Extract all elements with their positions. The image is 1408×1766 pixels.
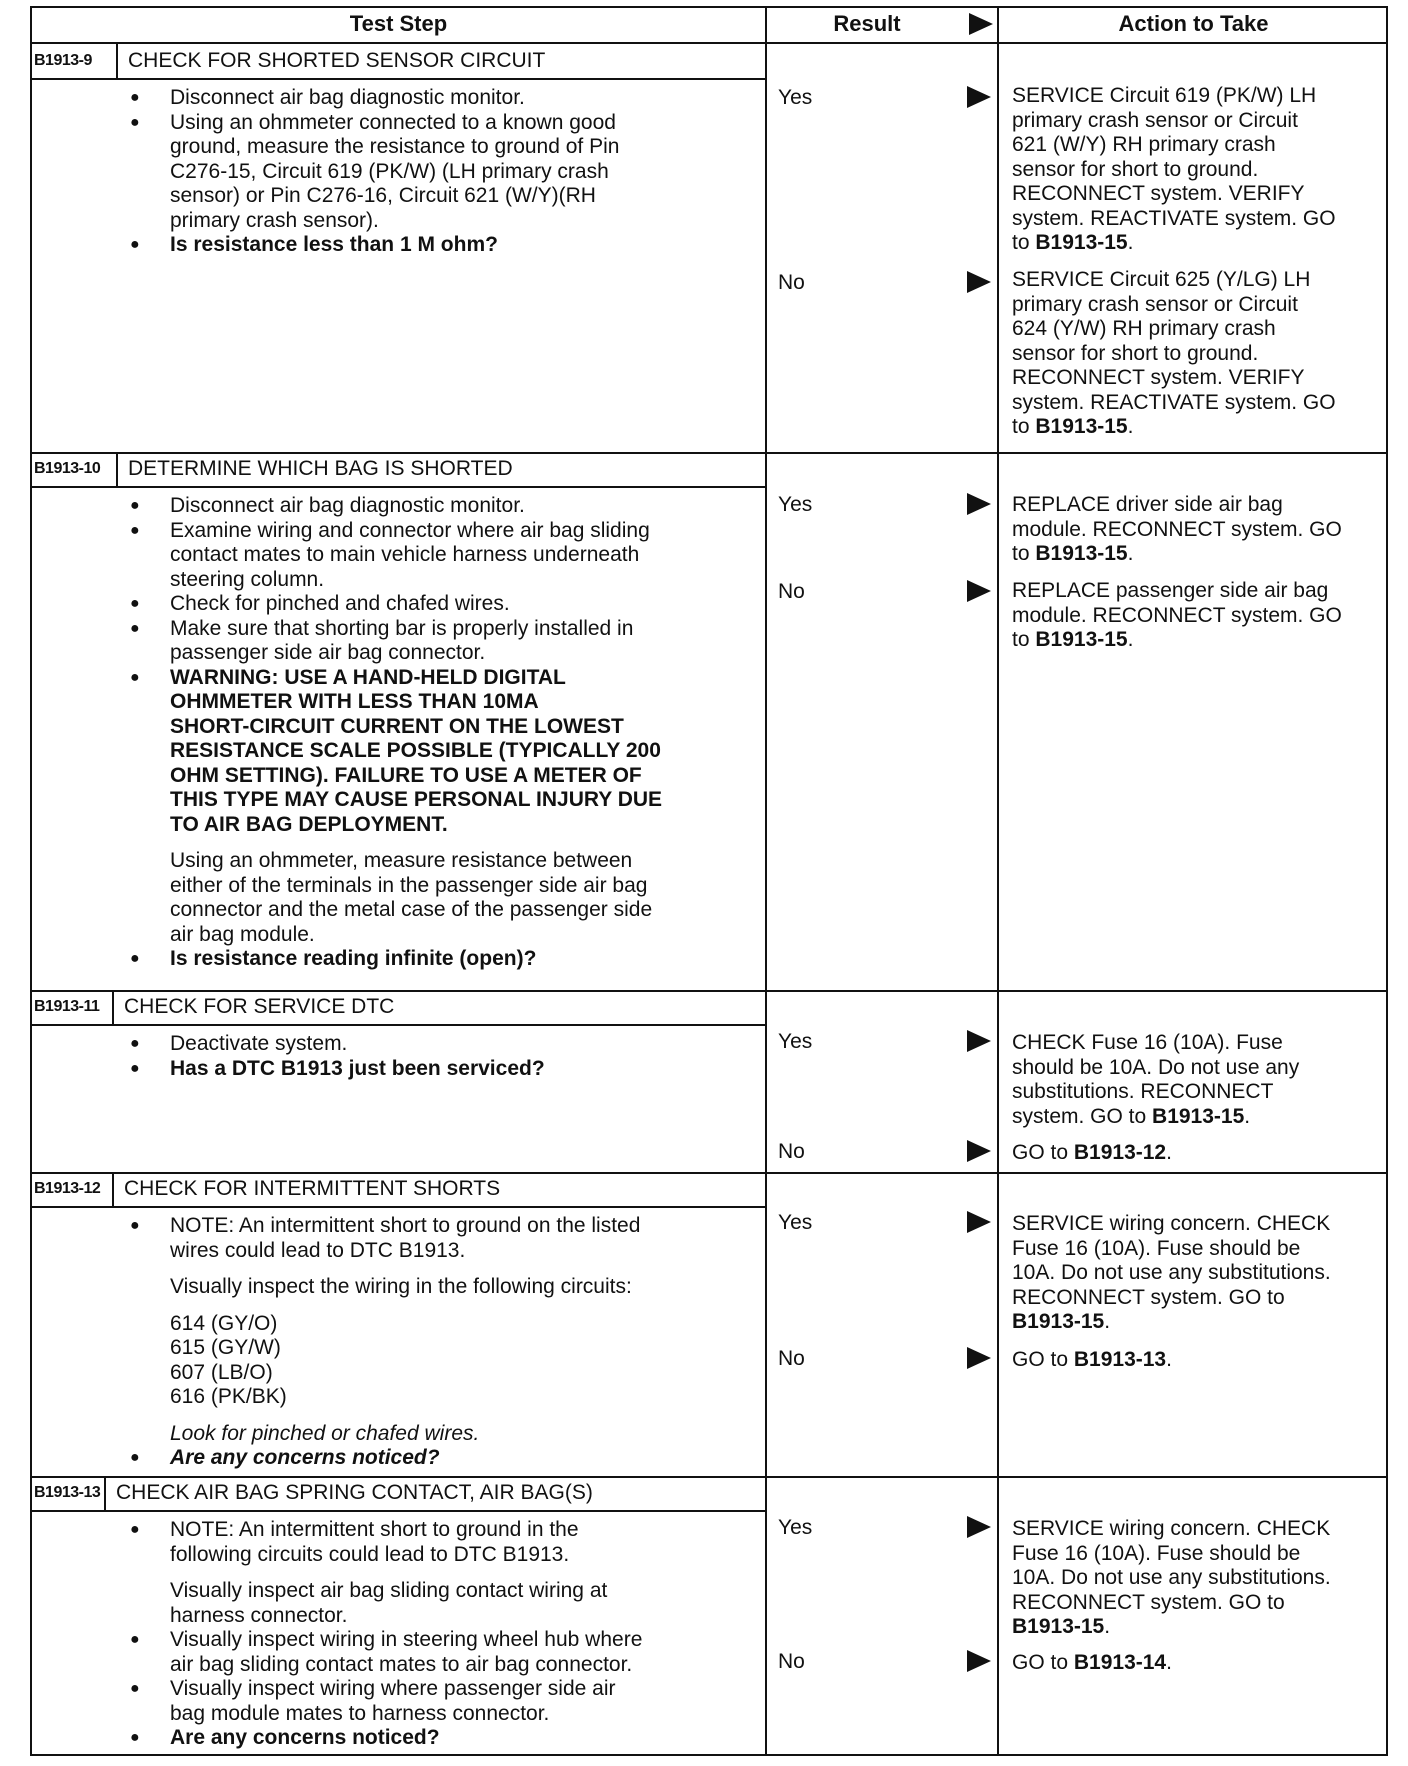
action-line: to B1913-15. [1012, 231, 1134, 254]
step-code: B1913-13 [34, 1484, 101, 1501]
step-text: Using an ohmmeter, measure resistance between [170, 849, 633, 872]
step-text: connector and the metal case of the passenger side [170, 898, 653, 921]
spacer [130, 837, 760, 849]
step-reference: B1913-15 [1012, 1310, 1105, 1333]
step-title: DETERMINE WHICH BAG IS SHORTED [128, 457, 513, 480]
result-yes: Yes [778, 493, 813, 516]
step-instructions [130, 1032, 760, 1081]
step-text: OHMMETER WITH LESS THAN 10MA [170, 690, 539, 713]
action-line: 621 (W/Y) RH primary crash [1012, 133, 1276, 156]
step-reference: B1913-13 [1073, 1348, 1167, 1371]
result-yes: Yes [778, 86, 813, 109]
step-text: 607 (LB/O) [170, 1360, 273, 1384]
step-text: TO AIR BAG DEPLOYMENT. [170, 812, 448, 836]
action-text [1012, 493, 1382, 567]
bullet-item: ● NOTE: An intermittent short to ground in the [130, 1518, 760, 1543]
action-line: B1913-15. [1012, 1615, 1111, 1638]
step-code: B1913-12 [34, 1180, 101, 1197]
step-instructions [130, 86, 760, 258]
action-text [1012, 579, 1382, 653]
result-arrow-icon [967, 580, 991, 602]
action-line: SERVICE Circuit 619 (PK/W) LH [1012, 84, 1317, 107]
title-rule [30, 1206, 765, 1208]
action-text [1012, 1517, 1382, 1640]
result-no: No [778, 1140, 805, 1163]
bullet-item: ● Has a DTC B1913 just been serviced? [130, 1057, 760, 1082]
action-text [1012, 1031, 1382, 1129]
bullet-item: ● Is resistance less than 1 M ohm? [130, 233, 760, 258]
step-text: air bag sliding contact mates to air bag connector. [170, 1652, 633, 1676]
step-reference: B1913-15 [1035, 542, 1128, 565]
header-action: Action to Take [1118, 11, 1269, 36]
result-arrow-icon [967, 1030, 991, 1052]
step-text: bag module mates to harness connector. [170, 1701, 550, 1725]
bullet-item: ● Using an ohmmeter connected to a known good [130, 111, 760, 136]
action-line: Fuse 16 (10A). Fuse should be [1012, 1541, 1301, 1565]
result-arrow-icon [967, 271, 991, 293]
result-arrow-icon [967, 1650, 991, 1672]
result-no: No [778, 580, 805, 603]
step-code: B1913-10 [34, 460, 101, 477]
step-code: B1913-9 [34, 52, 92, 69]
spacer [130, 1300, 760, 1312]
step-title: CHECK FOR SHORTED SENSOR CIRCUIT [128, 49, 546, 72]
header-test-step: Test Step [349, 11, 448, 36]
title-rule [30, 1024, 765, 1026]
result-arrow-icon [967, 1347, 991, 1369]
result-no: No [778, 271, 805, 294]
step-text: Look for pinched or chafed wires. [170, 1421, 480, 1445]
bullet-item: ● Are any concerns noticed? [130, 1726, 760, 1751]
step-text: Visually inspect air bag sliding contact wiring at [170, 1579, 608, 1602]
bullet-item: ● Visually inspect wiring in steering wheel hub where [130, 1628, 760, 1653]
action-line: primary crash sensor or Circuit [1012, 292, 1298, 316]
action-text [1012, 1348, 1382, 1373]
bullet-item: ● Make sure that shorting bar is properly installed in [130, 617, 760, 642]
step-text: sensor) or Pin C276-16, Circuit 621 (W/Y)(RH [170, 184, 596, 207]
step-text: either of the terminals in the passenger side air bag [170, 873, 648, 897]
step-reference: B1913-15 [1035, 231, 1128, 254]
result-arrow-icon [967, 86, 991, 108]
result-yes: Yes [778, 1211, 813, 1234]
step-text: air bag module. [170, 922, 315, 946]
code-divider [112, 1172, 114, 1208]
title-rule [30, 78, 765, 80]
action-line: Fuse 16 (10A). Fuse should be [1012, 1236, 1301, 1260]
result-arrow-icon [967, 1211, 991, 1233]
action-line: SERVICE Circuit 625 (Y/LG) LH [1012, 268, 1311, 291]
bullet-item: ● Disconnect air bag diagnostic monitor. [130, 494, 760, 519]
step-instructions [130, 1214, 760, 1471]
action-line: RECONNECT system. GO to [1012, 1590, 1285, 1614]
action-line: 10A. Do not use any substitutions. [1012, 1261, 1331, 1284]
action-line: system. REACTIVATE system. GO [1012, 390, 1336, 414]
action-line: should be 10A. Do not use any [1012, 1055, 1300, 1079]
code-divider [104, 1476, 106, 1512]
code-divider [116, 44, 118, 80]
bullet-item: ● Is resistance reading infinite (open)? [130, 947, 760, 972]
step-title: CHECK FOR INTERMITTENT SHORTS [124, 1177, 501, 1200]
result-no: No [778, 1650, 805, 1673]
bullet-item: ● Visually inspect wiring where passenger side air [130, 1677, 760, 1702]
action-line: B1913-15. [1012, 1310, 1111, 1333]
action-line: system. GO to B1913-15. [1012, 1104, 1251, 1128]
step-instructions [130, 1518, 760, 1751]
action-line: to B1913-15. [1012, 415, 1134, 438]
step-reference: B1913-15 [1035, 415, 1128, 438]
action-text [1012, 1212, 1382, 1335]
spacer [130, 1263, 760, 1275]
action-line: substitutions. RECONNECT [1012, 1080, 1274, 1103]
step-text: RESISTANCE SCALE POSSIBLE (TYPICALLY 200 [170, 739, 661, 762]
step-code: B1913-11 [34, 998, 100, 1015]
result-arrow-icon [967, 1140, 991, 1162]
step-text: passenger side air bag connector. [170, 641, 486, 664]
action-line: primary crash sensor or Circuit [1012, 108, 1298, 132]
action-line: system. REACTIVATE system. GO [1012, 206, 1336, 230]
step-text: following circuits could lead to DTC B1913. [170, 1542, 570, 1566]
action-line: REPLACE passenger side air bag [1012, 579, 1329, 602]
action-line: to B1913-15. [1012, 628, 1134, 651]
header-arrow-icon [969, 13, 993, 35]
spacer [130, 1410, 760, 1422]
action-line: sensor for short to ground. [1012, 341, 1259, 365]
action-line: CHECK Fuse 16 (10A). Fuse [1012, 1031, 1283, 1054]
action-line: 10A. Do not use any substitutions. [1012, 1566, 1331, 1589]
step-text: SHORT-CIRCUIT CURRENT ON THE LOWEST [170, 714, 624, 738]
action-line: GO to B1913-14. [1012, 1651, 1172, 1674]
step-reference: B1913-15 [1012, 1615, 1105, 1638]
bullet-item: ● Are any concerns noticed? [130, 1446, 760, 1471]
header-result: Result [833, 11, 901, 36]
step-text: OHM SETTING). FAILURE TO USE A METER OF [170, 763, 642, 787]
action-line: module. RECONNECT system. GO [1012, 517, 1342, 541]
step-instructions [130, 494, 760, 972]
step-text: harness connector. [170, 1603, 348, 1627]
action-text [1012, 1651, 1382, 1676]
action-line: RECONNECT system. VERIFY [1012, 366, 1305, 389]
action-text [1012, 1141, 1382, 1166]
step-text: 615 (GY/W) [170, 1336, 281, 1359]
step-text: wires could lead to DTC B1913. [170, 1238, 466, 1262]
action-line: 624 (Y/W) RH primary crash [1012, 317, 1276, 340]
step-reference: B1913-15 [1035, 628, 1128, 651]
step-title: CHECK AIR BAG SPRING CONTACT, AIR BAG(S) [116, 1481, 593, 1504]
bullet-item: ● Disconnect air bag diagnostic monitor. [130, 86, 760, 111]
bullet-item: ● WARNING: USE A HAND-HELD DIGITAL [130, 666, 760, 691]
code-divider [112, 990, 114, 1026]
step-text: C276-15, Circuit 619 (PK/W) (LH primary crash [170, 159, 609, 183]
action-line: GO to B1913-13. [1012, 1348, 1172, 1371]
action-line: GO to B1913-12. [1012, 1141, 1172, 1164]
spacer [130, 1567, 760, 1579]
result-no: No [778, 1347, 805, 1370]
action-line: SERVICE wiring concern. CHECK [1012, 1517, 1331, 1540]
divider-result-action [997, 6, 999, 1756]
bullet-item: ● Examine wiring and connector where air bag sliding [130, 519, 760, 544]
action-text [1012, 268, 1382, 440]
action-line: RECONNECT system. VERIFY [1012, 182, 1305, 205]
action-line: SERVICE wiring concern. CHECK [1012, 1212, 1331, 1235]
action-text [1012, 84, 1382, 256]
result-arrow-icon [967, 1516, 991, 1538]
step-text: 616 (PK/BK) [170, 1385, 287, 1408]
step-reference: B1913-12 [1073, 1141, 1167, 1164]
step-title: CHECK FOR SERVICE DTC [124, 995, 395, 1018]
step-text: contact mates to main vehicle harness underneath [170, 543, 640, 566]
bullet-item: ● Check for pinched and chafed wires. [130, 592, 760, 617]
step-text: 614 (GY/O) [170, 1311, 278, 1335]
step-text: Visually inspect the wiring in the following circuits: [170, 1275, 632, 1298]
step-text: ground, measure the resistance to ground of Pin [170, 135, 620, 158]
result-yes: Yes [778, 1030, 813, 1053]
bullet-item: ● Deactivate system. [130, 1032, 760, 1057]
step-text: primary crash sensor). [170, 208, 379, 232]
action-line: REPLACE driver side air bag [1012, 493, 1283, 516]
bullet-item: ● NOTE: An intermittent short to ground on the listed [130, 1214, 760, 1239]
result-yes: Yes [778, 1516, 813, 1539]
divider-test-result [765, 6, 767, 1756]
action-line: RECONNECT system. GO to [1012, 1285, 1285, 1309]
action-line: sensor for short to ground. [1012, 157, 1259, 181]
result-arrow-icon [967, 493, 991, 515]
action-line: module. RECONNECT system. GO [1012, 603, 1342, 627]
step-reference: B1913-14 [1073, 1651, 1167, 1674]
step-text: steering column. [170, 567, 325, 591]
action-line: to B1913-15. [1012, 542, 1134, 565]
title-rule [30, 1510, 765, 1512]
step-text: THIS TYPE MAY CAUSE PERSONAL INJURY DUE [170, 788, 663, 811]
step-reference: B1913-15 [1152, 1104, 1245, 1128]
code-divider [116, 452, 118, 488]
title-rule [30, 486, 765, 488]
